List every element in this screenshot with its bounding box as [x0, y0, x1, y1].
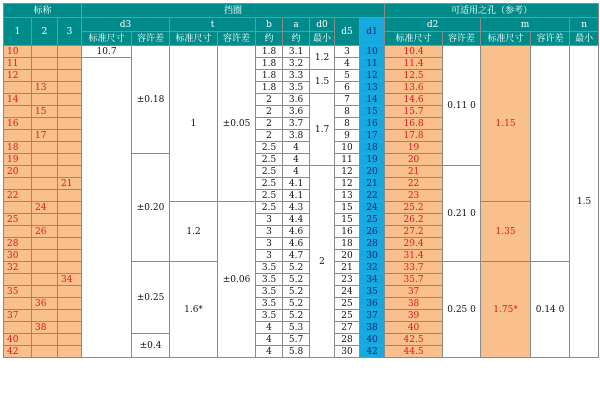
a-value: 5.3	[283, 322, 310, 334]
nominal-2	[32, 70, 58, 82]
d5-value: 6	[335, 82, 360, 94]
b-value: 2	[256, 94, 283, 106]
nominal-1: 35	[4, 286, 32, 298]
header-retaining-ring: 挡圈	[82, 4, 385, 18]
d5-value: 8	[335, 118, 360, 130]
d2-standard-size: 23	[385, 190, 443, 202]
table-row	[4, 46, 599, 58]
d1-value: 15	[360, 106, 385, 118]
d2-standard-size: 44.5	[385, 346, 443, 358]
header-d2-std: 标准尺寸	[385, 32, 443, 46]
a-value: 4	[283, 142, 310, 154]
d5-value: 3	[335, 46, 360, 58]
header-n-min: 最小	[570, 32, 599, 46]
d2-standard-size: 11.4	[385, 58, 443, 70]
d5-value: 27	[335, 322, 360, 334]
header-m: m	[481, 18, 570, 32]
header-a-sub: 约	[283, 32, 310, 46]
a-value: 4	[283, 154, 310, 166]
d1-value: 22	[360, 190, 385, 202]
m-tolerance: 0.14 0	[531, 262, 570, 358]
header-d3-tol: 容许差	[132, 32, 170, 46]
d2-tolerance: 0.11 0	[443, 46, 481, 166]
d1-value: 25	[360, 214, 385, 226]
d5-value: 12	[335, 178, 360, 190]
header-t: t	[170, 18, 256, 32]
a-value: 4.3	[283, 202, 310, 214]
d2-standard-size: 13.6	[385, 82, 443, 94]
nominal-2	[32, 154, 58, 166]
nominal-1: 22	[4, 190, 32, 202]
d2-standard-size: 12.5	[385, 70, 443, 82]
t-tolerance: ±0.05	[218, 46, 256, 202]
d1-value: 18	[360, 142, 385, 154]
d5-value: 16	[335, 226, 360, 238]
b-value: 1.8	[256, 70, 283, 82]
nominal-1	[4, 106, 32, 118]
header-m-tol: 容许差	[531, 32, 570, 46]
d1-value: 17	[360, 130, 385, 142]
header-col3: 3	[58, 18, 82, 46]
d1-value: 28	[360, 238, 385, 250]
d5-value: 15	[335, 202, 360, 214]
a-value: 5.2	[283, 310, 310, 322]
nominal-1: 10	[4, 46, 32, 58]
a-value: 3.6	[283, 94, 310, 106]
d1-value: 34	[360, 274, 385, 286]
nominal-1	[4, 82, 32, 94]
a-value: 5.2	[283, 298, 310, 310]
a-value: 3.1	[283, 46, 310, 58]
d5-value: 18	[335, 238, 360, 250]
d1-value: 37	[360, 310, 385, 322]
nominal-3	[58, 226, 82, 238]
nominal-2	[32, 250, 58, 262]
nominal-2: 13	[32, 82, 58, 94]
d2-standard-size: 42.5	[385, 334, 443, 346]
d3-tolerance: ±0.4	[132, 334, 170, 358]
nominal-3	[58, 190, 82, 202]
nominal-3	[58, 58, 82, 70]
a-value: 4.6	[283, 226, 310, 238]
nominal-3	[58, 346, 82, 358]
nominal-1: 16	[4, 118, 32, 130]
nominal-2: 24	[32, 202, 58, 214]
b-value: 2.5	[256, 166, 283, 178]
d5-value: 15	[335, 214, 360, 226]
a-value: 5.2	[283, 262, 310, 274]
d1-value: 19	[360, 154, 385, 166]
d1-value: 16	[360, 118, 385, 130]
d2-standard-size: 37	[385, 286, 443, 298]
d2-standard-size: 17.8	[385, 130, 443, 142]
nominal-3	[58, 262, 82, 274]
nominal-3	[58, 238, 82, 250]
nominal-1	[4, 226, 32, 238]
nominal-1: 20	[4, 166, 32, 178]
nominal-1: 14	[4, 94, 32, 106]
nominal-3	[58, 250, 82, 262]
d2-standard-size: 31.4	[385, 250, 443, 262]
nominal-1	[4, 322, 32, 334]
d2-standard-size: 14.6	[385, 94, 443, 106]
d1-value: 12	[360, 70, 385, 82]
nominal-1: 18	[4, 142, 32, 154]
a-value: 3.7	[283, 118, 310, 130]
nominal-3	[58, 322, 82, 334]
d1-value: 14	[360, 94, 385, 106]
d0-min: 1.2	[310, 46, 335, 70]
d0-min: 1.5	[310, 70, 335, 94]
d2-standard-size: 38	[385, 298, 443, 310]
nominal-1: 12	[4, 70, 32, 82]
nominal-2: 15	[32, 106, 58, 118]
a-value: 4.6	[283, 238, 310, 250]
b-value: 1.8	[256, 58, 283, 70]
header-d0: d0	[310, 18, 335, 32]
d5-value: 11	[335, 154, 360, 166]
d5-value: 4	[335, 58, 360, 70]
b-value: 3	[256, 238, 283, 250]
a-value: 3.3	[283, 70, 310, 82]
nominal-2	[32, 334, 58, 346]
nominal-2	[32, 214, 58, 226]
m-standard-size: 1.75*	[481, 262, 531, 358]
nominal-2: 38	[32, 322, 58, 334]
nominal-3	[58, 286, 82, 298]
d5-value: 24	[335, 286, 360, 298]
b-value: 3	[256, 250, 283, 262]
d1-value: 24	[360, 202, 385, 214]
a-value: 4.7	[283, 250, 310, 262]
a-value: 4.1	[283, 178, 310, 190]
header-d2: d2	[385, 18, 481, 32]
b-value: 2.5	[256, 142, 283, 154]
d3-tolerance: ±0.20	[132, 154, 170, 262]
d1-value: 42	[360, 346, 385, 358]
a-value: 5.2	[283, 286, 310, 298]
d2-standard-size: 16.8	[385, 118, 443, 130]
d2-standard-size: 29.4	[385, 238, 443, 250]
nominal-1: 11	[4, 58, 32, 70]
nominal-1	[4, 274, 32, 286]
nominal-1	[4, 298, 32, 310]
d5-value: 9	[335, 130, 360, 142]
d5-value: 25	[335, 310, 360, 322]
d5-value: 25	[335, 298, 360, 310]
nominal-2: 36	[32, 298, 58, 310]
b-value: 3.5	[256, 298, 283, 310]
nominal-3	[58, 46, 82, 58]
b-value: 2	[256, 130, 283, 142]
nominal-2	[32, 166, 58, 178]
nominal-3	[58, 334, 82, 346]
header-d1: d1	[360, 18, 385, 46]
d5-value: 8	[335, 106, 360, 118]
nominal-2: 26	[32, 226, 58, 238]
d0-min: 2	[310, 166, 335, 358]
nominal-2	[32, 190, 58, 202]
d1-value: 26	[360, 226, 385, 238]
b-value: 3.5	[256, 274, 283, 286]
header-t-tol: 容许差	[218, 32, 256, 46]
d5-value: 20	[335, 250, 360, 262]
d1-value: 35	[360, 286, 385, 298]
header-a: a	[283, 18, 310, 32]
m-standard-size: 1.35	[481, 202, 531, 262]
b-value: 4	[256, 346, 283, 358]
a-value: 3.6	[283, 106, 310, 118]
b-value: 2	[256, 106, 283, 118]
m-tolerance	[531, 46, 570, 262]
a-value: 5.8	[283, 346, 310, 358]
header-col2: 2	[32, 18, 58, 46]
nominal-1: 28	[4, 238, 32, 250]
nominal-1: 19	[4, 154, 32, 166]
d1-value: 40	[360, 334, 385, 346]
t-tolerance: ±0.06	[218, 202, 256, 358]
nominal-3	[58, 70, 82, 82]
d1-value: 21	[360, 178, 385, 190]
nominal-3	[58, 202, 82, 214]
nominal-1: 40	[4, 334, 32, 346]
a-value: 3.8	[283, 130, 310, 142]
nominal-3	[58, 154, 82, 166]
d5-value: 13	[335, 190, 360, 202]
header-col1: 1	[4, 18, 32, 46]
a-value: 3.5	[283, 82, 310, 94]
header-n: n	[570, 18, 599, 32]
nominal-3	[58, 214, 82, 226]
b-value: 3.5	[256, 262, 283, 274]
nominal-3: 34	[58, 274, 82, 286]
header-d5: d5	[335, 18, 360, 46]
d5-value: 12	[335, 166, 360, 178]
nominal-2	[32, 94, 58, 106]
d3-standard-size: 10.7	[82, 46, 132, 58]
header-d3-std: 标准尺寸	[82, 32, 132, 46]
a-value: 5.2	[283, 274, 310, 286]
nominal-1: 42	[4, 346, 32, 358]
nominal-1	[4, 178, 32, 190]
header-m-std: 标准尺寸	[481, 32, 531, 46]
nominal-3	[58, 118, 82, 130]
header-d2-tol: 容许差	[443, 32, 481, 46]
d1-value: 36	[360, 298, 385, 310]
header-d3: d3	[82, 18, 170, 32]
d2-standard-size: 35.7	[385, 274, 443, 286]
d1-value: 32	[360, 262, 385, 274]
d1-value: 38	[360, 322, 385, 334]
nominal-1: 32	[4, 262, 32, 274]
nominal-2	[32, 142, 58, 154]
d2-tolerance: 0.25 0	[443, 262, 481, 358]
b-value: 3	[256, 214, 283, 226]
b-value: 2.5	[256, 178, 283, 190]
d5-value: 23	[335, 274, 360, 286]
nominal-2	[32, 274, 58, 286]
d2-standard-size: 21	[385, 166, 443, 178]
nominal-1: 37	[4, 310, 32, 322]
nominal-3	[58, 310, 82, 322]
d2-standard-size: 19	[385, 142, 443, 154]
d2-tolerance: 0.21 0	[443, 166, 481, 262]
d1-value: 13	[360, 82, 385, 94]
t-standard-size: 1.6*	[170, 262, 218, 358]
nominal-1	[4, 130, 32, 142]
b-value: 2	[256, 118, 283, 130]
nominal-3	[58, 106, 82, 118]
d5-value: 7	[335, 94, 360, 106]
t-standard-size: 1	[170, 46, 218, 202]
header-d0-sub: 最小	[310, 32, 335, 46]
header-nominal: 标称	[4, 4, 82, 18]
d2-standard-size: 25.2	[385, 202, 443, 214]
retaining-ring-table	[3, 3, 599, 358]
nominal-2: 17	[32, 130, 58, 142]
header-t-std: 标准尺寸	[170, 32, 218, 46]
a-value: 4	[283, 166, 310, 178]
b-value: 3.5	[256, 286, 283, 298]
b-value: 1.8	[256, 82, 283, 94]
a-value: 3.2	[283, 58, 310, 70]
d1-value: 30	[360, 250, 385, 262]
nominal-2	[32, 286, 58, 298]
a-value: 4.1	[283, 190, 310, 202]
d3-standard-size	[82, 58, 132, 358]
m-standard-size: 1.15	[481, 46, 531, 202]
d3-tolerance: ±0.18	[132, 46, 170, 154]
d2-standard-size: 10.4	[385, 46, 443, 58]
b-value: 1.8	[256, 46, 283, 58]
header-b-sub: 约	[256, 32, 283, 46]
b-value: 2.5	[256, 202, 283, 214]
nominal-2	[32, 310, 58, 322]
a-value: 4.4	[283, 214, 310, 226]
d2-standard-size: 22	[385, 178, 443, 190]
d1-value: 10	[360, 46, 385, 58]
nominal-1: 25	[4, 214, 32, 226]
d2-standard-size: 39	[385, 310, 443, 322]
b-value: 2.5	[256, 190, 283, 202]
d2-standard-size: 40	[385, 322, 443, 334]
d2-standard-size: 33.7	[385, 262, 443, 274]
d5-value: 5	[335, 70, 360, 82]
nominal-1	[4, 202, 32, 214]
nominal-2	[32, 46, 58, 58]
b-value: 3	[256, 226, 283, 238]
nominal-3	[58, 142, 82, 154]
nominal-3	[58, 130, 82, 142]
t-standard-size: 1.2	[170, 202, 218, 262]
d5-value: 10	[335, 142, 360, 154]
d2-standard-size: 26.2	[385, 214, 443, 226]
b-value: 3.5	[256, 310, 283, 322]
nominal-2	[32, 58, 58, 70]
d0-min: 1.7	[310, 94, 335, 166]
nominal-2	[32, 178, 58, 190]
nominal-2	[32, 118, 58, 130]
nominal-3	[58, 94, 82, 106]
d2-standard-size: 27.2	[385, 226, 443, 238]
nominal-2	[32, 346, 58, 358]
header-applicable-hole: 可适用之孔（参考）	[385, 4, 599, 18]
nominal-1: 30	[4, 250, 32, 262]
d2-standard-size: 15.7	[385, 106, 443, 118]
n-min: 1.5	[570, 46, 599, 358]
b-value: 4	[256, 322, 283, 334]
b-value: 4	[256, 334, 283, 346]
nominal-3: 21	[58, 178, 82, 190]
nominal-3	[58, 298, 82, 310]
nominal-3	[58, 166, 82, 178]
d2-standard-size: 20	[385, 154, 443, 166]
a-value: 5.7	[283, 334, 310, 346]
d5-value: 28	[335, 334, 360, 346]
d1-value: 11	[360, 58, 385, 70]
nominal-2	[32, 238, 58, 250]
d1-value: 20	[360, 166, 385, 178]
d5-value: 21	[335, 262, 360, 274]
header-b: b	[256, 18, 283, 32]
d3-tolerance: ±0.25	[132, 262, 170, 334]
d5-value: 30	[335, 346, 360, 358]
nominal-3	[58, 82, 82, 94]
nominal-2	[32, 262, 58, 274]
b-value: 2.5	[256, 154, 283, 166]
